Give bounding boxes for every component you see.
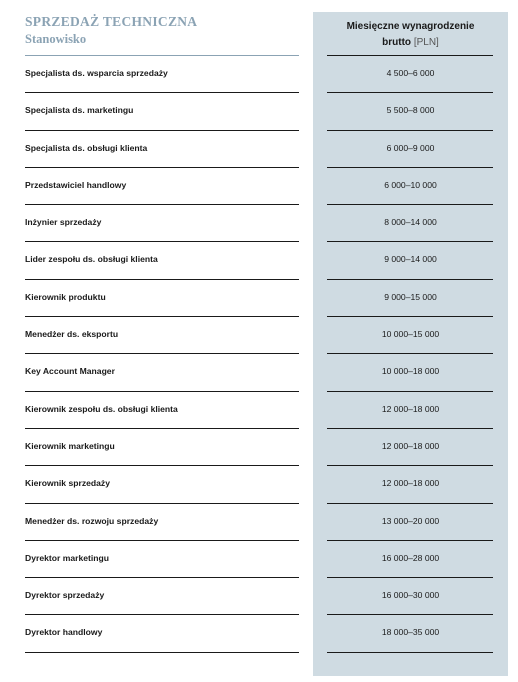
- position-name: Dyrektor handlowy: [25, 627, 103, 638]
- salary-range: 9 000–14 000: [384, 254, 437, 265]
- table-row: [0, 392, 518, 429]
- table-row: [0, 429, 518, 466]
- table-row: [0, 615, 518, 652]
- salary-range: 12 000–18 000: [381, 440, 440, 451]
- table-row: [0, 354, 518, 391]
- salary-range: 6 000–10 000: [384, 179, 437, 190]
- position-name: Key Account Manager: [25, 366, 115, 377]
- position-name: Lider zespołu ds. obsługi klienta: [25, 254, 158, 265]
- table-row: [0, 280, 518, 317]
- salary-range: 9 000–15 000: [384, 291, 437, 302]
- salary-range: 6 000–9 000: [386, 142, 435, 153]
- salary-range: 10 000–15 000: [381, 329, 440, 340]
- table-row: [0, 168, 518, 205]
- table-row: [0, 541, 518, 578]
- position-name: Kierownik zespołu ds. obsługi klienta: [25, 403, 178, 414]
- table-row: [0, 242, 518, 279]
- salary-range: 13 000–20 000: [381, 515, 440, 526]
- salary-range: 4 500–6 000: [386, 68, 435, 78]
- salary-range: 16 000–30 000: [381, 590, 440, 601]
- salary-header-unit: [PLN]: [413, 37, 439, 48]
- position-name: Dyrektor sprzedaży: [25, 590, 105, 601]
- table-row: [0, 131, 518, 168]
- position-name: Menedżer ds. eksportu: [25, 329, 119, 340]
- position-name: Specjalista ds. wsparcia sprzedaży: [25, 68, 168, 78]
- row-divider-left: [25, 652, 299, 653]
- position-column-header: Stanowisko: [25, 32, 87, 46]
- row-divider-right: [327, 652, 493, 653]
- table-row: [0, 317, 518, 354]
- position-name: Specjalista ds. marketingu: [25, 105, 134, 116]
- table-row: [0, 466, 518, 503]
- salary-range: 18 000–35 000: [381, 627, 440, 638]
- position-name: Dyrektor marketingu: [25, 552, 110, 563]
- position-name: Kierownik sprzedaży: [25, 478, 111, 489]
- salary-range: 5 500–8 000: [386, 105, 435, 116]
- table-row: [0, 504, 518, 541]
- table-row: [0, 578, 518, 615]
- table-row: [0, 205, 518, 242]
- position-name: Kierownik marketingu: [25, 440, 115, 451]
- salary-table: [0, 56, 518, 653]
- salary-column-header: [313, 19, 508, 51]
- salary-header-gross: brutto: [382, 37, 412, 48]
- salary-range: 12 000–18 000: [381, 403, 440, 414]
- salary-header-line1: Miesięczne wynagrodzenie: [346, 21, 475, 32]
- table-row: [0, 93, 518, 130]
- position-name: Inżynier sprzedaży: [25, 217, 102, 228]
- salary-range: 10 000–18 000: [381, 366, 440, 377]
- position-name: Kierownik produktu: [25, 291, 106, 302]
- salary-range: 12 000–18 000: [381, 478, 440, 489]
- table-row: [0, 56, 518, 93]
- salary-range: 8 000–14 000: [384, 217, 437, 228]
- position-name: Przedstawiciel handlowy: [25, 179, 127, 190]
- section-title: SPRZEDAŻ TECHNICZNA: [25, 14, 198, 29]
- position-name: Specjalista ds. obsługi klienta: [25, 142, 148, 153]
- salary-range: 16 000–28 000: [381, 552, 440, 563]
- position-name: Menedżer ds. rozwoju sprzedaży: [25, 515, 159, 526]
